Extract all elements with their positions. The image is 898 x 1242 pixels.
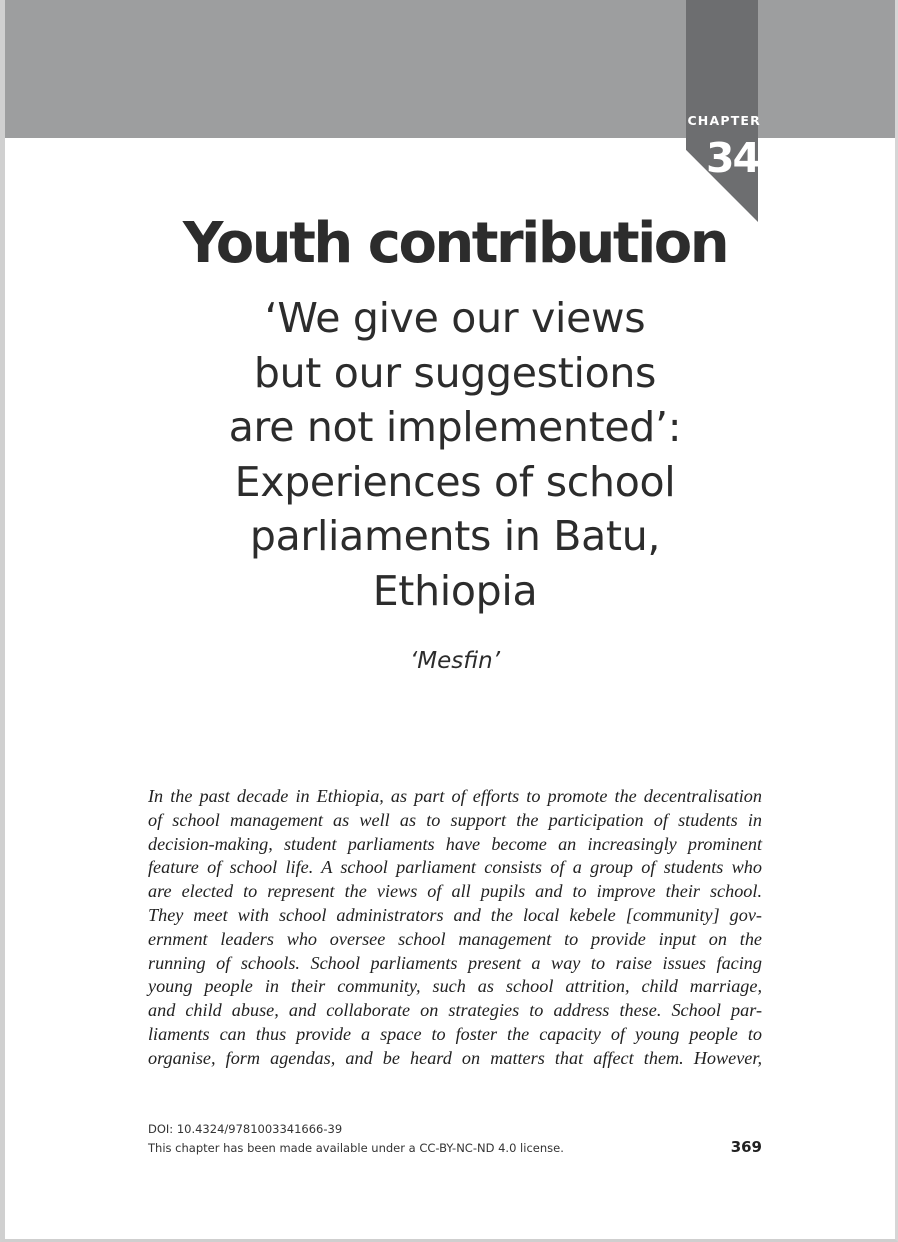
- doi-text: DOI: 10.4324/9781003341666-39: [148, 1122, 343, 1136]
- chapter-label: CHAPTER: [687, 113, 761, 128]
- abstract-line: In the past decade in Ethiopia, as part of efforts to promote the decentralisation: [148, 786, 762, 806]
- page-number: 369: [730, 1138, 762, 1156]
- abstract-line: and child abuse, and collaborate on strategies to address these. School par-: [148, 1000, 762, 1021]
- abstract-line: young people in their community, such as school attrition, child marriage,: [148, 976, 762, 997]
- abstract-line: feature of school life. A school parliament consists of a group of students who: [148, 857, 762, 878]
- abstract-line: of school management as well as to support the participation of students in: [148, 809, 762, 830]
- abstract-line: decision-making, student parliaments have become an increasingly prominent: [148, 833, 762, 854]
- abstract-line: are elected to represent the views of all pupils and to improve their school.: [148, 881, 762, 902]
- subtitle-line: but our suggestions: [253, 348, 657, 397]
- subtitle-line: ‘We give our views: [264, 294, 646, 342]
- chapter-subtitle: [105, 291, 805, 618]
- subtitle-line: are not implemented’:: [228, 403, 682, 451]
- abstract-line: running of schools. School parliaments present a way to raise issues facing: [148, 952, 762, 973]
- abstract-line: ernment leaders who oversee school management to provide input on the: [148, 928, 762, 949]
- chapter-title: Youth contribution: [182, 211, 728, 276]
- chapter-tab: [686, 0, 758, 222]
- license-text: This chapter has been made available under a CC-BY-NC-ND 4.0 license.: [148, 1141, 564, 1155]
- subtitle-line: Experiences of school: [234, 457, 676, 506]
- abstract-line: They meet with school administrators and the local kebele [community] gov-: [148, 904, 762, 925]
- header-band: [5, 0, 898, 138]
- author-name: ‘Mesfin’: [409, 648, 501, 674]
- chapter-number: 34: [705, 134, 759, 182]
- subtitle-line: Ethiopia: [372, 566, 538, 615]
- abstract-paragraph: [148, 785, 762, 1071]
- abstract-line: liaments can thus provide a space to foster the capacity of young people to: [148, 1023, 762, 1044]
- abstract-line: organise, form agendas, and be heard on matters that affect them. However,: [148, 1047, 762, 1068]
- subtitle-line: parliaments in Batu,: [249, 512, 661, 560]
